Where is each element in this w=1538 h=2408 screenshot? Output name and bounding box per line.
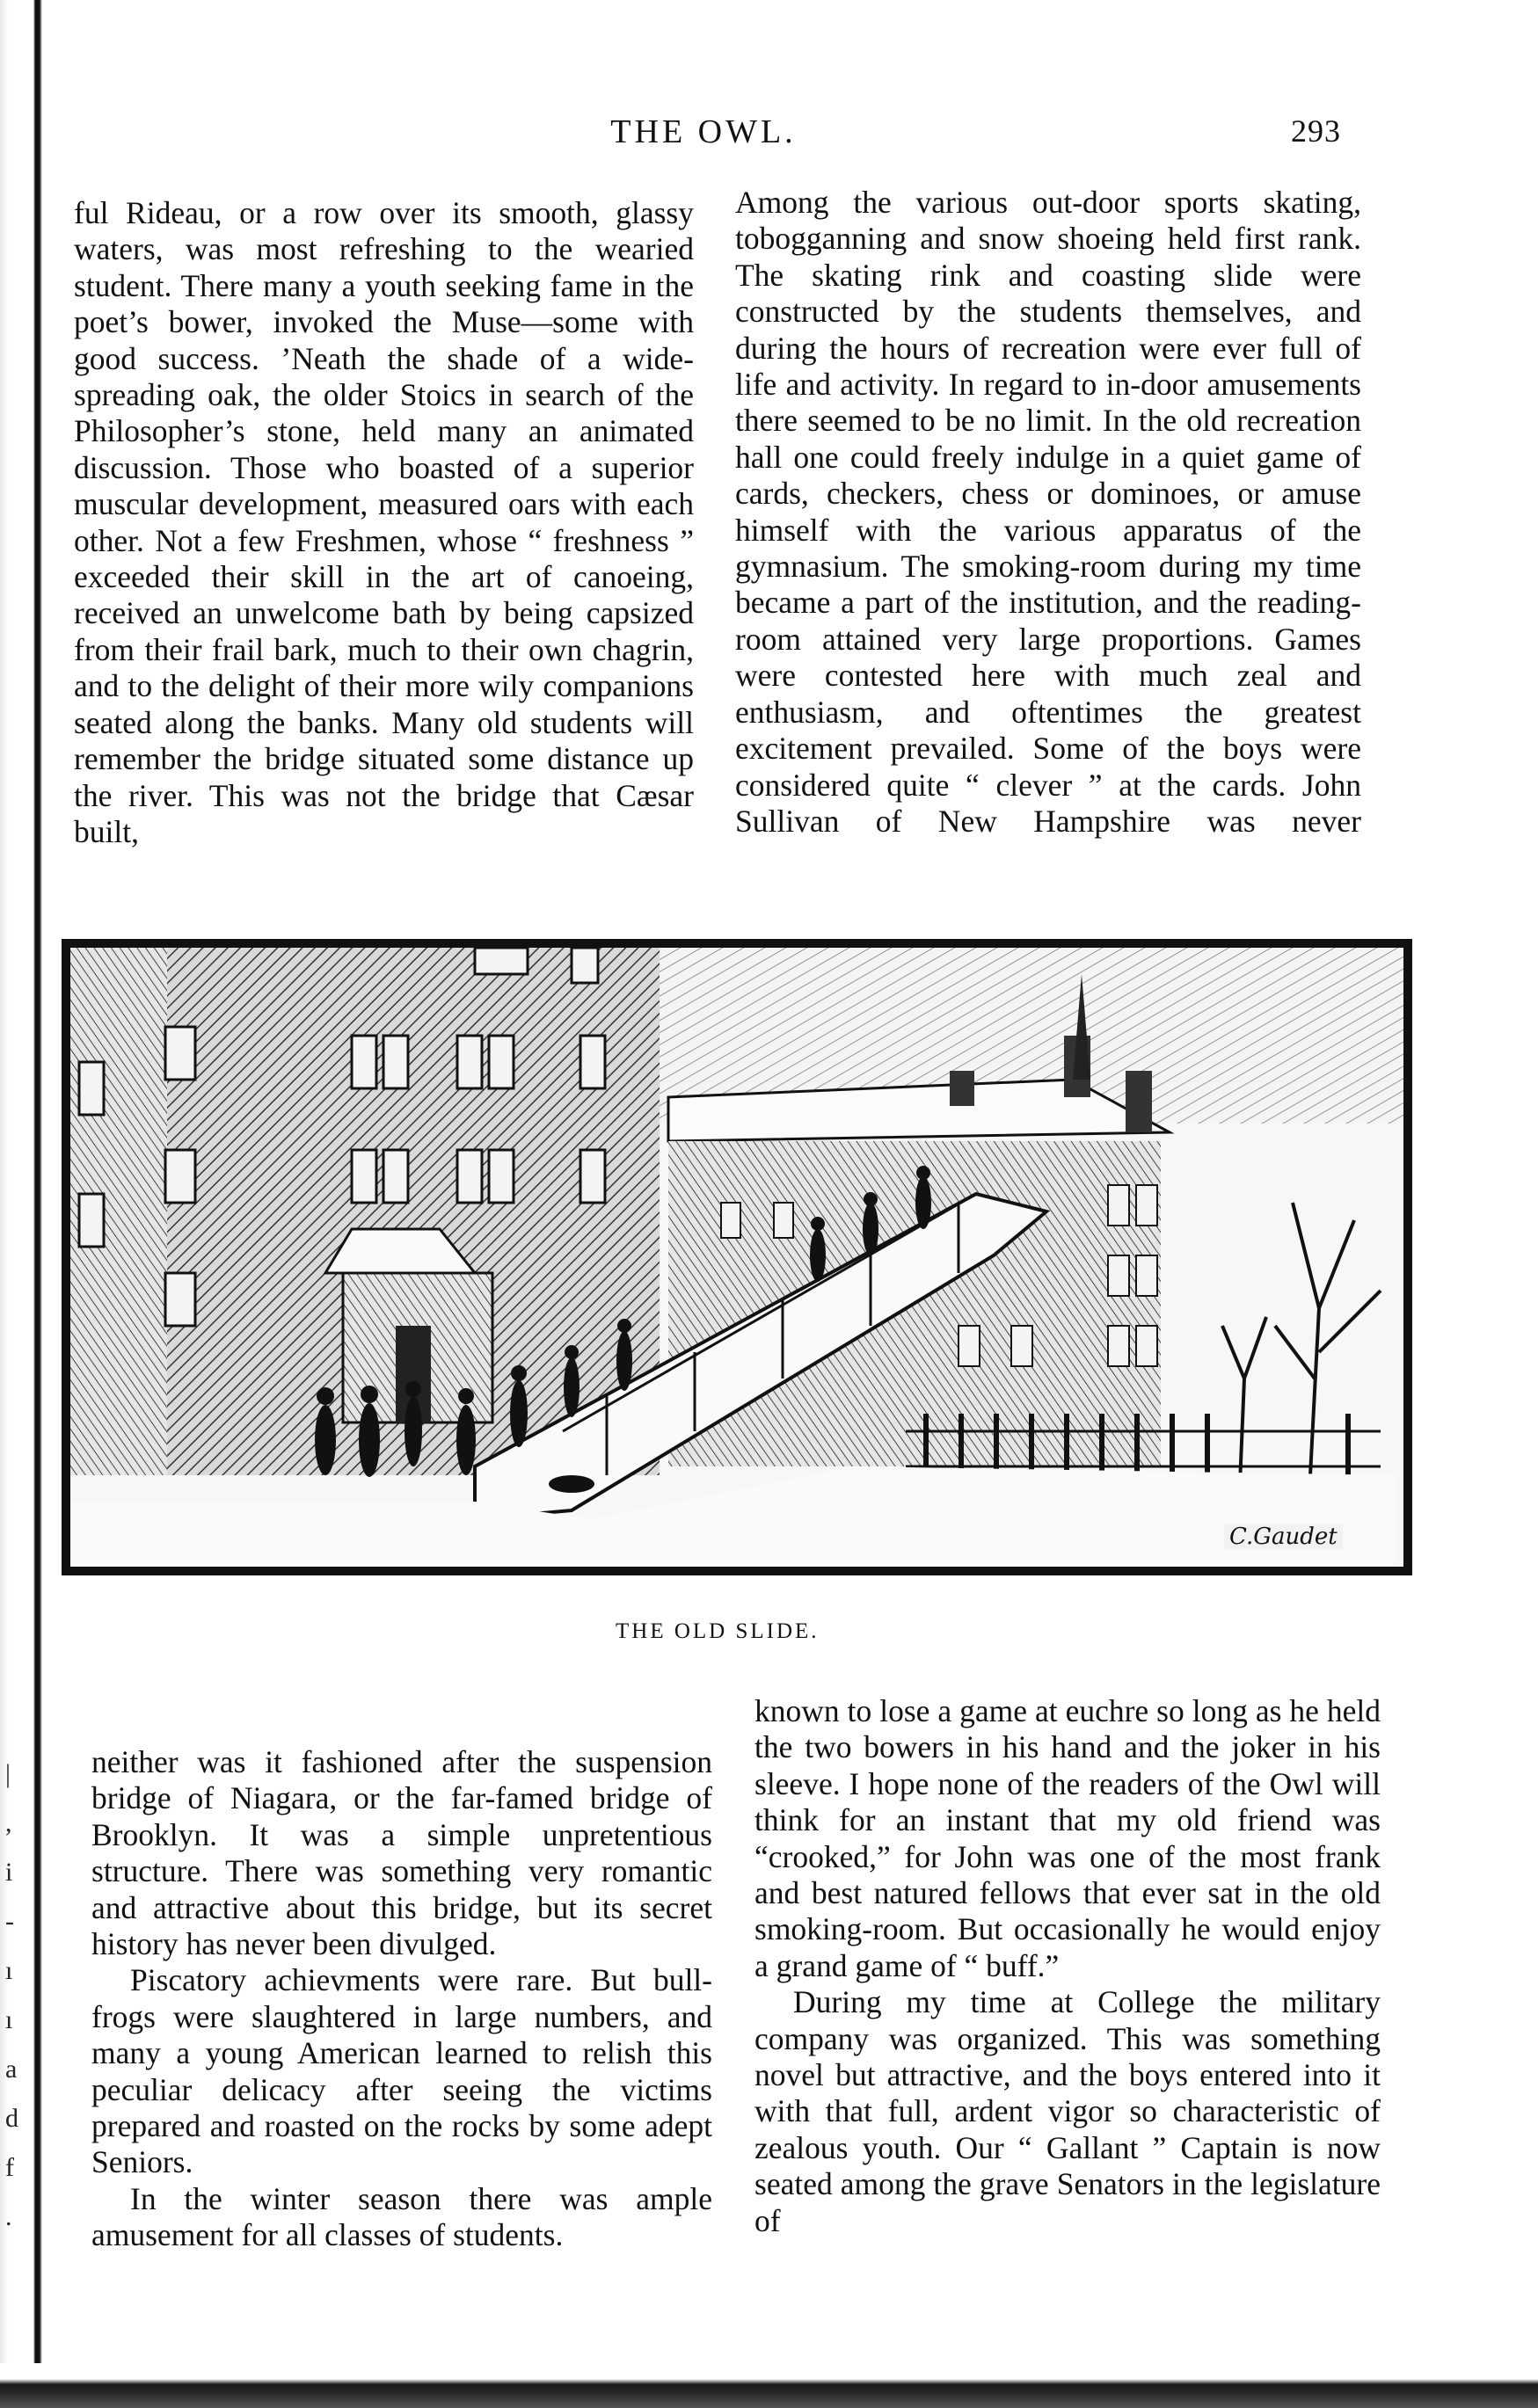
bottom-right-column <box>754 1693 1381 2239</box>
paragraph: Among the various out-door sports skating, tobogganning and snow shoeing held first rank. The skating rink and coasting slide were constructed by the students themselves, and during the hours of recreation were ever full of life and activity. In regard to in-door amusements there seemed to be no limit. In the old recreation hall one could freely indulge in a quiet game of cards, checkers, chess or dominoes, or amuse himself with the various apparatus of the gymnasium. The smoking-room during my time became a part of the institution, and the reading-room attained very large proportions. Games were contested here with much zeal and enthusiasm, and oftentimes the greatest excitement prevailed. Some of the boys were considered quite “ clever ” at the cards. John Sullivan of New Hampshire was never <box>735 185 1361 839</box>
illustration-drawing <box>62 939 1412 1575</box>
top-right-column <box>735 185 1361 840</box>
paragraph: ful Rideau, or a row over its smooth, glassy waters, was most refreshing to the wearied student. There many a youth seeking fame in the poet’s bower, invoked the Muse—some with good success. ’Neath the shade of a wide-spreading oak, the older Stoics in search of the Philosopher’s stone, held many an animated discussion. Those who boasted of a superior muscular development, measured oars with each other. Not a few Freshmen, whose “ freshness ” exceeded their skill in the art of canoeing, received an unwelcome bath by being capsized from their frail bark, much to their own chagrin, and to the delight of their more wily companions seated along the banks. Many old students will remember the bridge situated some distance up the river. This was not the bridge that Cæsar built, <box>74 195 694 849</box>
illustration-old-slide <box>62 939 1412 1575</box>
top-left-column <box>74 195 694 850</box>
bleed-through-marks: | , i - ı ı a d f . <box>5 1759 18 2231</box>
paragraph: Piscatory achievments were rare. But bull-frogs were slaughtered in large numbers, and many a young American learned to relish this peculiar delicacy after seeing the victims prepared and roasted on the rocks by some adept Seniors. <box>91 1962 712 2180</box>
paragraph: During my time at College the military company was organized. This was something novel but attractive, and the boys entered into it with that full, ardent vigor so characteristic of zealous youth. Our “ Gallant ” Captain is now seated among the grave Senators in the legislature of <box>754 1984 1381 2238</box>
bottom-left-column <box>91 1744 712 2254</box>
page-number: 293 <box>1291 113 1341 149</box>
artist-signature: C.Gaudet <box>1224 1524 1343 1550</box>
paragraph: In the winter season there was ample amusement for all classes of students. <box>91 2180 712 2253</box>
figure-caption: THE OLD SLIDE. <box>616 1619 820 1643</box>
paragraph: neither was it fashioned after the suspension bridge of Niagara, or the far-famed bridge of Brooklyn. It was a simple unpretentious structure. There was something very romantic and attractive about this bridge, but its secret history has never been divulged. <box>91 1744 712 1962</box>
running-head: THE OWL. <box>610 113 797 150</box>
page-bottom-edge <box>0 2363 1538 2408</box>
paragraph: known to lose a game at euchre so long as he held the two bowers in his hand and the joker in his sleeve. I hope none of the readers of the Owl will think for an instant that my old friend was “crooked,” for John was one of the most frank and best natured fellows that ever sat in the old smoking-room. But occasionally he would enjoy a grand game of “ buff.” <box>754 1693 1381 1983</box>
